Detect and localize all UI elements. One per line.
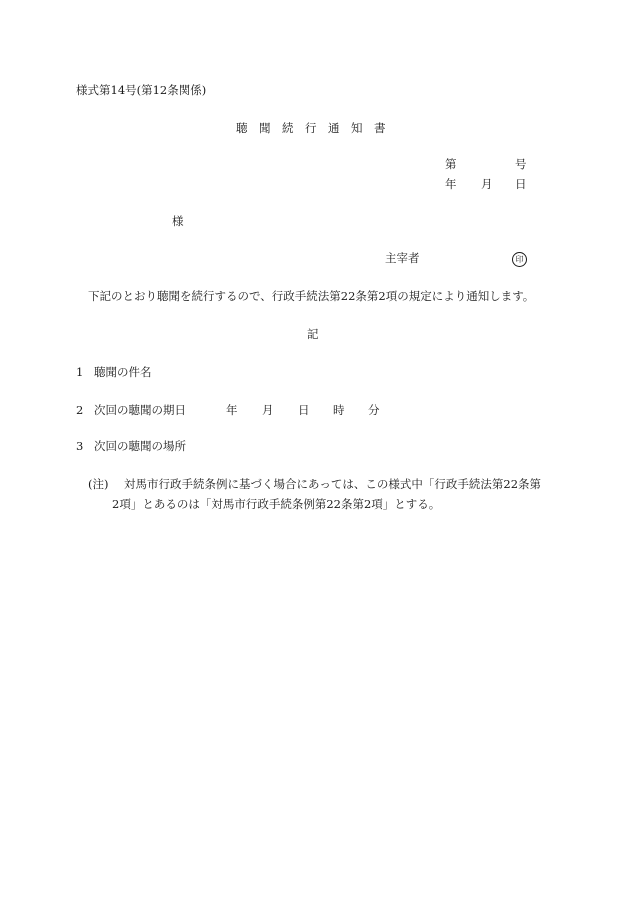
next-day: 日 xyxy=(298,403,310,417)
date-day: 日 xyxy=(515,177,527,191)
form-number: 様式第14号(第12条関係) xyxy=(76,83,207,97)
next-year: 年 xyxy=(226,403,238,417)
next-hour: 時 xyxy=(333,403,345,417)
seal-mark xyxy=(512,250,527,267)
document-title: 聴 聞 続 行 通 知 書 xyxy=(236,121,386,135)
ki-heading: 記 xyxy=(307,327,319,341)
item-label: 次回の聴聞の場所 xyxy=(94,439,186,453)
item-label: 聴聞の件名 xyxy=(94,365,152,379)
addressee-suffix: 様 xyxy=(172,214,184,228)
next-month: 月 xyxy=(262,403,274,417)
note-line-2: 2項」とあるのは「対馬市行政手続条例第22条第2項」とする。 xyxy=(112,497,441,511)
item-number: 1 xyxy=(76,365,84,379)
body-text: 下記のとおり聴聞を続行するので、行政手続法第22条第2項の規定により通知します。 xyxy=(88,289,535,303)
note-line-1: 対馬市行政手続条例に基づく場合にあっては、この様式中「行政手続法第22条第 xyxy=(124,477,542,491)
seal-icon: 印 xyxy=(512,252,527,267)
date-month: 月 xyxy=(481,177,493,191)
date-year: 年 xyxy=(445,177,457,191)
host-label: 主宰者 xyxy=(385,251,420,265)
item-number: 2 xyxy=(76,403,84,417)
doc-no-prefix: 第 xyxy=(445,157,457,171)
note-label: (注) xyxy=(88,477,109,491)
item-label: 次回の聴聞の期日 xyxy=(94,403,186,417)
item-number: 3 xyxy=(76,439,84,453)
doc-no-suffix: 号 xyxy=(515,157,527,171)
next-minute: 分 xyxy=(368,403,380,417)
